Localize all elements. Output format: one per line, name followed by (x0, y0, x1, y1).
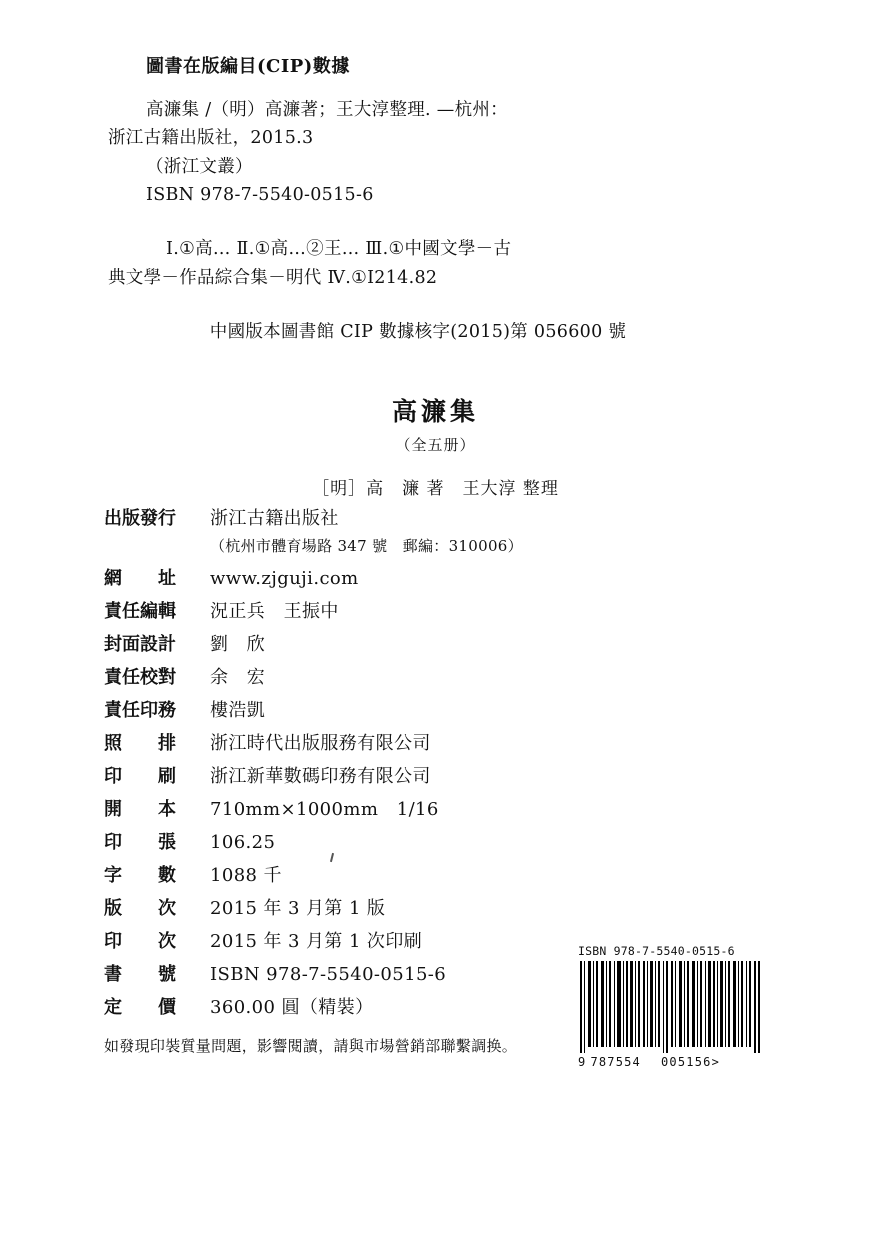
cip-line-3: （浙江文叢） (146, 156, 253, 177)
colophon-row (104, 597, 784, 623)
colophon-row (104, 630, 784, 656)
colophon-value: 2015 年 3 月第 1 次印刷 (210, 931, 423, 952)
barcode-digits (578, 1055, 762, 1069)
colophon-label: 書 號 (104, 964, 176, 985)
cip-classification-line-2: 典文學－作品綜合集－明代 Ⅳ.①I214.82 (108, 267, 438, 288)
colophon-row (104, 564, 784, 590)
colophon-value: 況正兵 王振中 (210, 601, 339, 622)
volume-count: （全五册） (395, 436, 476, 454)
colophon-row (104, 894, 784, 920)
colophon-label: 定 價 (104, 997, 176, 1018)
colophon-row (104, 861, 784, 887)
colophon-label: 版 次 (104, 898, 176, 919)
barcode-isbn-text: ISBN 978-7-5540-0515-6 (578, 944, 735, 958)
colophon-value: 106.25 (210, 832, 276, 853)
colophon-label: 責任印務 (104, 700, 176, 721)
colophon-label: 出版發行 (104, 508, 176, 529)
publisher-address: （杭州市體育場路 347 號 郵編：310006） (210, 537, 523, 555)
colophon-value: 1088 千 (210, 865, 282, 886)
colophon-row (104, 504, 784, 530)
barcode-digits-left: 787554 (590, 1055, 641, 1069)
byline: ［明］高 濂 著 王大淳 整理 (312, 479, 559, 499)
colophon-label: 印 次 (104, 931, 176, 952)
colophon-label: 網 址 (104, 568, 176, 589)
colophon-row (104, 729, 784, 755)
cip-registry-number: 中國版本圖書館 CIP 數據核字(2015)第 056600 號 (209, 322, 627, 343)
colophon-row (104, 762, 784, 788)
colophon-value: 樓浩凱 (210, 700, 266, 721)
isbn-value: ISBN 978-7-5540-0515-6 (210, 964, 447, 985)
colophon-label: 照 排 (104, 733, 176, 754)
barcode-block (578, 944, 762, 1069)
colophon-label: 印 張 (104, 832, 176, 853)
colophon-value: 劉 欣 (210, 634, 266, 655)
colophon-value: 2015 年 3 月第 1 版 (210, 898, 386, 919)
colophon-label: 字 數 (104, 865, 176, 886)
colophon-value: 浙江古籍出版社 (210, 508, 339, 529)
colophon-value: 余 宏 (210, 667, 266, 688)
colophon-row (104, 828, 784, 854)
barcode-digit-trail: > (711, 1055, 720, 1069)
colophon-row (104, 696, 784, 722)
price-value: 360.00 圓（精裝） (210, 997, 374, 1018)
colophon-label: 封面設計 (104, 634, 176, 655)
cip-line-2: 浙江古籍出版社，2015.3 (108, 128, 314, 149)
barcode-digits-right: 005156 (661, 1055, 712, 1069)
cip-line-4-isbn: ISBN 978-7-5540-0515-6 (146, 185, 374, 206)
barcode-icon (578, 961, 762, 1053)
cip-classification-line-1: Ⅰ.①高… Ⅱ.①高…②王… Ⅲ.①中國文學－古 (166, 239, 512, 260)
colophon-label: 印 刷 (104, 766, 176, 787)
cip-block (108, 52, 748, 343)
colophon-row (104, 663, 784, 689)
colophon-value: 浙江新華數碼印務有限公司 (210, 766, 431, 787)
colophon-label: 責任編輯 (104, 601, 176, 622)
quality-notice: 如發現印裝質量問題，影響閱讀，請與市場營銷部聯繫調换。 (104, 1037, 518, 1055)
colophon-value: 浙江時代出版服務有限公司 (210, 733, 431, 754)
page-title: 高濂集 (391, 397, 479, 426)
website-value[interactable]: www.zjguji.com (210, 568, 359, 589)
cip-heading: 圖書在版編目(CIP)數據 (146, 56, 350, 77)
colophon-value: 710mm×1000mm 1/16 (210, 799, 439, 820)
colophon-row (104, 795, 784, 821)
cip-line-1: 高濂集 /（明）高濂著；王大淳整理. —杭州： (146, 100, 508, 120)
barcode-digit-lead: 9 (578, 1055, 587, 1069)
colophon-label: 開 本 (104, 799, 176, 820)
colophon-label: 責任校對 (104, 667, 176, 688)
